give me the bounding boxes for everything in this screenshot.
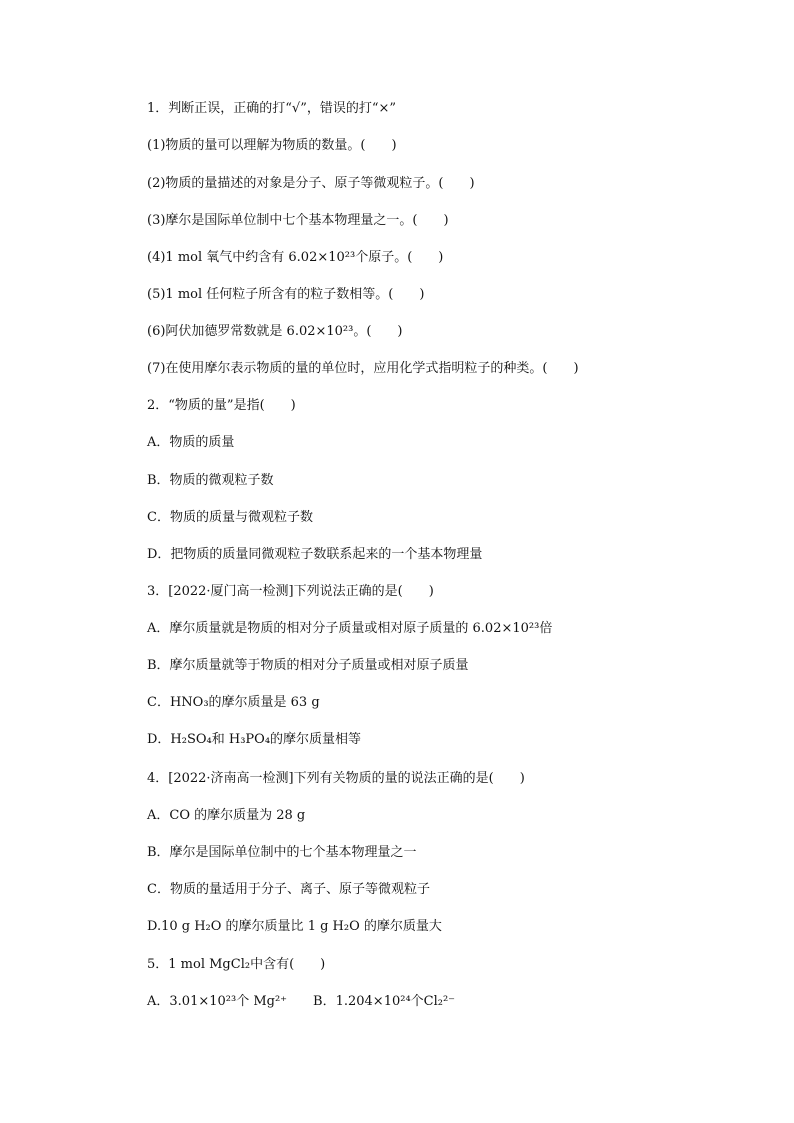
question-1-item-5: (5)1 mol 任何粒子所含有的粒子数相等。( ) (147, 287, 425, 302)
question-3-option-c: C．HNO₃的摩尔质量是 63 g (147, 695, 320, 710)
question-4-stem: 4．[2022·济南高一检测]下列有关物质的量的说法正确的是( ) (147, 771, 525, 786)
question-1-item-7: (7)在使用摩尔表示物质的量的单位时，应用化学式指明粒子的种类。( ) (147, 361, 579, 376)
question-1-stem: 1．判断正误，正确的打“√”，错误的打“×” (147, 101, 397, 116)
question-3-option-a: A．摩尔质量就是物质的相对分子质量或相对原子质量的 6.02×10²³倍 (147, 621, 553, 636)
question-4-option-b: B．摩尔是国际单位制中的七个基本物理量之一 (147, 845, 417, 860)
question-5-options: A．3.01×10²³个 Mg²⁺ B．1.204×10²⁴个Cl₂²⁻ (147, 994, 456, 1009)
question-3-stem: 3．[2022·厦门高一检测]下列说法正确的是( ) (147, 584, 434, 599)
question-4-option-a: A．CO 的摩尔质量为 28 g (147, 808, 306, 823)
question-2-option-b: B．物质的微观粒子数 (147, 473, 274, 488)
question-3-option-b: B．摩尔质量就等于物质的相对分子质量或相对原子质量 (147, 658, 469, 673)
question-5-stem: 5．1 mol MgCl₂中含有( ) (147, 957, 326, 972)
question-1-item-2: (2)物质的量描述的对象是分子、原子等微观粒子。( ) (147, 176, 475, 191)
question-1-item-4: (4)1 mol 氧气中约含有 6.02×10²³个原子。( ) (147, 250, 444, 265)
question-2-stem: 2．“物质的量”是指( ) (147, 398, 296, 413)
question-2-option-a: A．物质的质量 (147, 435, 235, 450)
question-4-option-c: C．物质的量适用于分子、离子、原子等微观粒子 (147, 882, 430, 897)
question-2-option-c: C．物质的质量与微观粒子数 (147, 510, 313, 525)
question-4-option-d: D.10 g H₂O 的摩尔质量比 1 g H₂O 的摩尔质量大 (147, 919, 442, 934)
question-2-option-d: D．把物质的质量同微观粒子数联系起来的一个基本物理量 (147, 547, 483, 562)
question-1-item-6: (6)阿伏加德罗常数就是 6.02×10²³。( ) (147, 324, 403, 339)
question-3-option-d: D．H₂SO₄和 H₃PO₄的摩尔质量相等 (147, 732, 362, 747)
question-1-item-3: (3)摩尔是国际单位制中七个基本物理量之一。( ) (147, 213, 449, 228)
question-1-item-1: (1)物质的量可以理解为物质的数量。( ) (147, 138, 397, 153)
